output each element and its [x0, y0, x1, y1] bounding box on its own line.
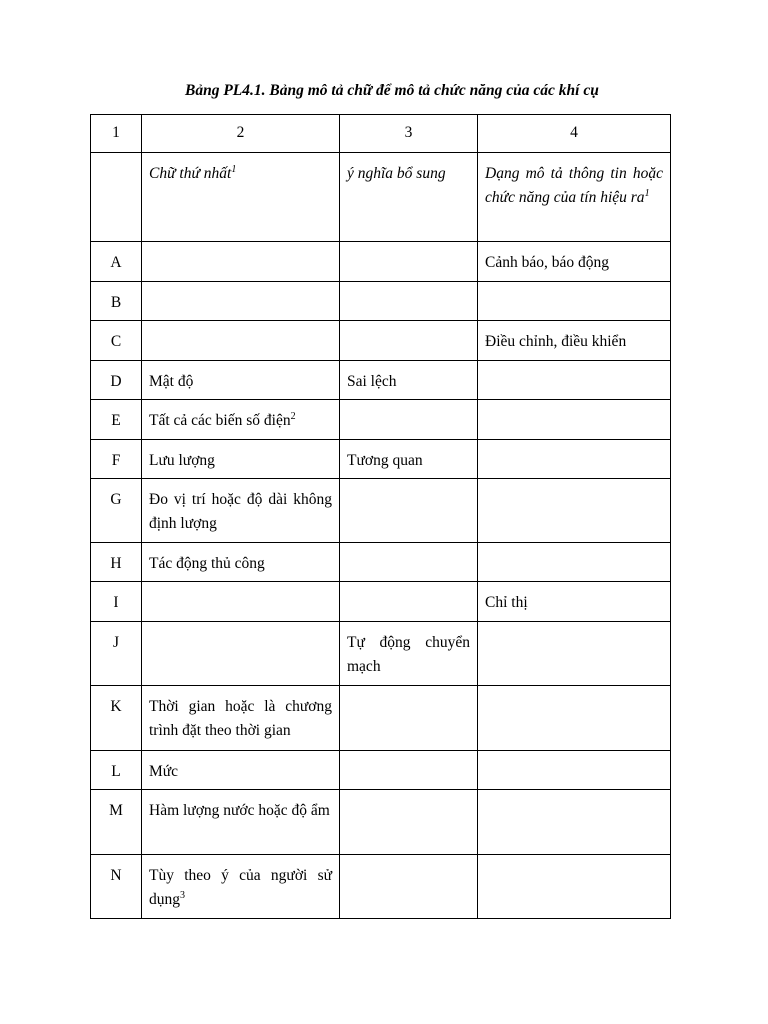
header-cell-1: 1	[91, 115, 142, 153]
first-letter-cell	[142, 686, 340, 751]
column-number-row	[91, 115, 671, 153]
letter-cell: J	[91, 622, 142, 686]
table-row	[91, 855, 671, 919]
letter-cell: B	[91, 282, 142, 321]
first-letter-cell	[142, 622, 340, 686]
extra-meaning-cell: Tự động chuyển mạch	[340, 622, 478, 686]
letter-cell: F	[91, 440, 142, 479]
letter-cell: A	[91, 242, 142, 282]
letter-cell: N	[91, 855, 142, 919]
extra-meaning-cell: Sai lệch	[340, 361, 478, 400]
table-row	[91, 790, 671, 855]
footnote-mark: 2	[290, 410, 296, 422]
first-letter-cell	[142, 790, 340, 855]
extra-meaning-cell: Tương quan	[340, 440, 478, 479]
first-letter-cell	[142, 242, 340, 282]
extra-meaning-cell	[340, 855, 478, 919]
output-function-cell	[478, 622, 671, 686]
letter-cell: G	[91, 479, 142, 543]
extra-meaning-cell	[340, 321, 478, 361]
first-letter-text: Tác động thủ công	[149, 555, 265, 572]
first-letter-cell	[142, 582, 340, 622]
footnote-mark: 1	[644, 187, 650, 199]
letter-cell: K	[91, 686, 142, 751]
first-letter-text: Mật độ	[149, 373, 194, 390]
first-letter-text: Tùy theo ý của người sử dụng	[149, 867, 332, 908]
first-letter-text: Lưu lượng	[149, 452, 215, 469]
output-function-cell	[478, 440, 671, 479]
header-cell-2: 2	[142, 115, 340, 153]
output-function-cell	[478, 543, 671, 582]
first-letter-text: Mức	[149, 763, 179, 780]
first-letter-cell	[142, 440, 340, 479]
table-row	[91, 242, 671, 282]
table-row	[91, 321, 671, 361]
function-letter-table	[90, 114, 671, 919]
letter-cell: M	[91, 790, 142, 855]
extra-meaning-cell	[340, 686, 478, 751]
first-letter-cell	[142, 751, 340, 790]
first-letter-cell	[142, 361, 340, 400]
output-function-cell	[478, 400, 671, 440]
first-letter-cell	[142, 543, 340, 582]
output-function-cell	[478, 751, 671, 790]
letter-cell: C	[91, 321, 142, 361]
output-function-cell: Cảnh báo, báo động	[478, 242, 671, 282]
output-function-cell	[478, 479, 671, 543]
extra-meaning-header: ý nghĩa bổ sung	[340, 153, 478, 242]
extra-meaning-cell	[340, 242, 478, 282]
extra-meaning-cell	[340, 751, 478, 790]
output-function-cell	[478, 282, 671, 321]
first-letter-cell	[142, 400, 340, 440]
first-letter-text: Thời gian hoặc là chương trình đặt theo thời gian	[149, 698, 332, 739]
table-row	[91, 622, 671, 686]
table-row	[91, 751, 671, 790]
first-letter-cell	[142, 855, 340, 919]
first-letter-header-text: Chữ thứ nhất	[149, 165, 232, 182]
extra-meaning-cell	[340, 790, 478, 855]
table-row	[91, 400, 671, 440]
output-function-cell	[478, 361, 671, 400]
table-row	[91, 479, 671, 543]
first-letter-text: Tất cả các biến số điện	[149, 412, 291, 429]
header-cell-3: 3	[340, 115, 478, 153]
first-letter-header	[142, 153, 340, 242]
output-function-cell	[478, 855, 671, 919]
table-caption: Bảng PL4.1. Bảng mô tả chữ để mô tả chức năng của các khí cụ	[185, 82, 599, 99]
letter-cell: D	[91, 361, 142, 400]
output-function-cell: Điều chỉnh, điều khiển	[478, 321, 671, 361]
table-row	[91, 282, 671, 321]
first-letter-cell	[142, 321, 340, 361]
letter-cell: H	[91, 543, 142, 582]
table-row	[91, 361, 671, 400]
extra-meaning-cell	[340, 479, 478, 543]
letter-cell: I	[91, 582, 142, 622]
output-function-cell: Chỉ thị	[478, 582, 671, 622]
footnote-mark: 1	[231, 163, 237, 175]
header-cell-4: 4	[478, 115, 671, 153]
table-row	[91, 582, 671, 622]
output-function-cell	[478, 686, 671, 751]
output-function-header-text: Dạng mô tả thông tin hoặc chức năng của tín hiệu ra	[485, 165, 663, 206]
table-row	[91, 440, 671, 479]
extra-meaning-cell	[340, 543, 478, 582]
output-function-header	[478, 153, 671, 242]
letter-cell: L	[91, 751, 142, 790]
first-letter-text: Hàm lượng nước hoặc độ ẩm	[149, 802, 330, 819]
table-row	[91, 543, 671, 582]
output-function-cell	[478, 790, 671, 855]
first-letter-text: Đo vị trí hoặc độ dài không định lượng	[149, 491, 332, 532]
first-letter-cell	[142, 282, 340, 321]
extra-meaning-cell	[340, 582, 478, 622]
table-row	[91, 686, 671, 751]
column-title-row	[91, 153, 671, 242]
extra-meaning-cell	[340, 400, 478, 440]
empty-cell	[91, 153, 142, 242]
first-letter-cell	[142, 479, 340, 543]
extra-meaning-cell	[340, 282, 478, 321]
letter-cell: E	[91, 400, 142, 440]
footnote-mark: 3	[180, 889, 185, 901]
